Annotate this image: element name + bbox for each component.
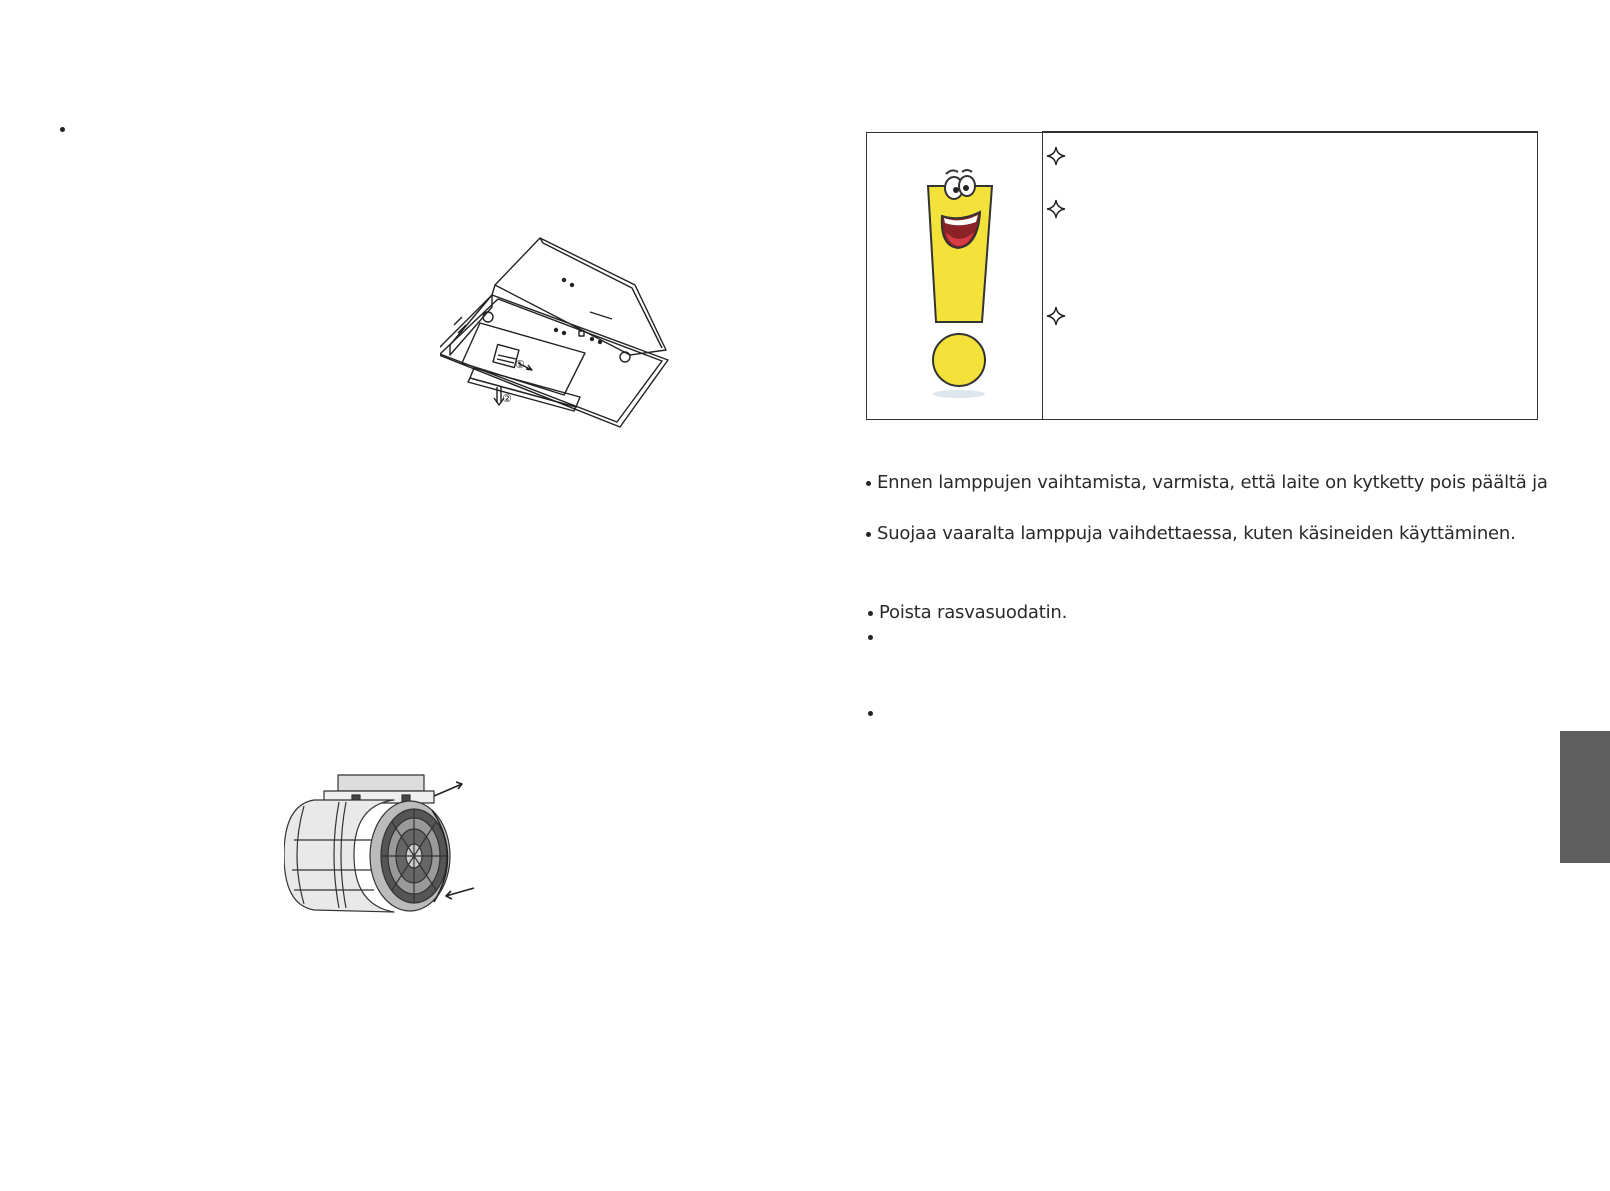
warning-box-top-rule	[1042, 131, 1538, 133]
hood-filter-removal-figure	[440, 235, 680, 440]
step-2-label: ②	[502, 392, 512, 405]
bullet-text: Poista rasvasuodatin.	[879, 602, 1068, 623]
bullet-dot	[868, 711, 873, 716]
fan-motor-figure	[284, 770, 494, 920]
bullet-text: Suojaa vaaralta lamppuja vaihdettaessa, kuten käsineiden käyttäminen.	[877, 523, 1516, 544]
sparkle-bullet-icon	[1046, 306, 1066, 326]
bullet-dot	[868, 611, 873, 616]
bullet-dot	[866, 532, 871, 537]
warning-box-divider	[1042, 132, 1043, 420]
chapter-side-tab	[1560, 731, 1610, 863]
sparkle-bullet-icon	[1046, 199, 1066, 219]
sparkle-bullet-icon	[1046, 146, 1066, 166]
bullet-dot	[868, 635, 873, 640]
bullet-dot	[60, 127, 65, 132]
step-1-label: ①	[515, 358, 525, 371]
exclamation-mascot-icon	[912, 160, 1012, 400]
bullet-text: Ennen lamppujen vaihtamista, varmista, että laite on kytketty pois päältä ja	[877, 472, 1548, 493]
bullet-dot	[866, 481, 871, 486]
